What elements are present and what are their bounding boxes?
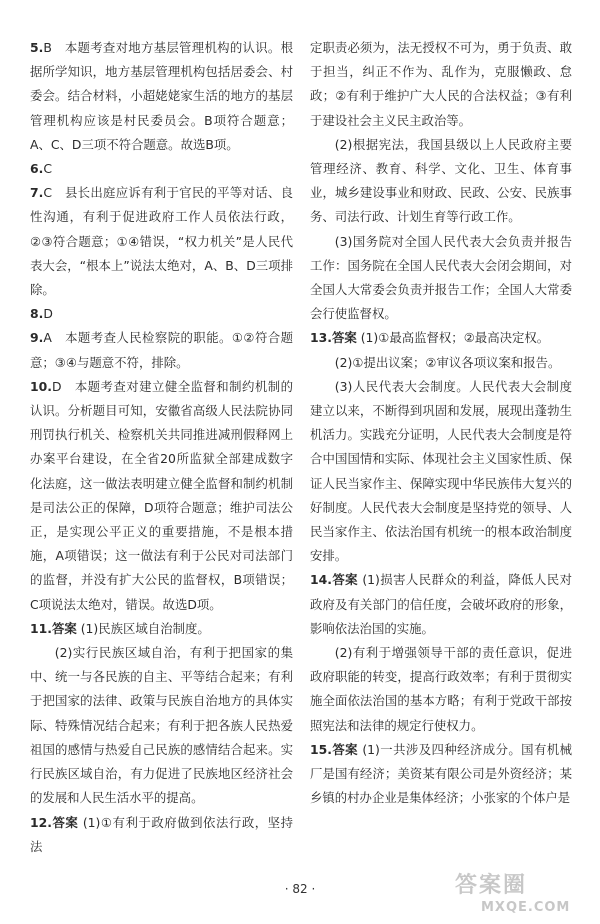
question-number: 5. — [30, 40, 44, 55]
question-number: 13. — [310, 330, 332, 346]
answer-text: (1)①有利于政府做到依法行政，坚持法 — [30, 814, 293, 854]
answer-paragraph — [310, 36, 572, 133]
answer-paragraph — [30, 811, 293, 859]
question-number: 10. — [30, 378, 52, 394]
answer-paragraph — [310, 230, 572, 327]
watermark-logo — [455, 868, 590, 920]
answer-text: C 县长出庭应诉有利于官民的平等对话、良性沟通，有利于促进政府工作人员依法行政，②③符合题意；①④错误，“权力机关”是人民代表大会，“根本上”说法太绝对，A、B、D三项排除。 — [30, 185, 293, 298]
answer-paragraph — [30, 617, 293, 641]
watermark-text-top: 答案圈 — [455, 873, 528, 898]
answer-paragraph — [310, 351, 572, 375]
answer-text: (2)有利于增强领导干部的责任意识，促进政府职能的转变，提高行政效率；有利于贯彻实施全面依法治国的基本方略；有利于党政干部按照宪法和法律的规定行使权力。 — [310, 645, 572, 733]
answer-paragraph — [310, 738, 572, 811]
answer-label: 答案 — [331, 741, 358, 757]
answer-paragraph — [310, 326, 572, 350]
question-number: 6. — [30, 161, 44, 177]
answer-paragraph — [310, 641, 572, 738]
answer-paragraph — [310, 568, 572, 641]
answer-label: 答案 — [51, 814, 79, 830]
answer-label: 答案 — [331, 330, 357, 346]
answer-text: (3)人民代表大会制度。人民代表大会制度建立以来，不断得到巩固和发展，展现出蓬勃生机活力。实践充分证明，人民代表大会制度是符合中国国情和实际、体现社会主义国家性质、保证人民当家作主、保障实现中华民族伟大复兴的好制度。人民代表大会制度是坚持党的领导、人民当家作主、依法治国有机统一的根本政治制度安排。 — [310, 378, 572, 564]
right-column — [310, 36, 572, 811]
question-number: 11. — [30, 620, 52, 636]
answer-text: (2)实行民族区域自治，有利于把国家的集中、统一与各民族的自主、平等结合起来；有利于把国家的法律、政策与民族自治地方的具体实际、特殊情况结合起来；有利于把各族人民热爱祖国的感情与热爱自己民族的感情结合起来。实行民族区域自治，有力促进了民族地区经济社会的发展和人民生活水平的提高。 — [30, 645, 293, 806]
answer-paragraph — [310, 133, 572, 230]
answer-text: D 本题考查对建立健全监督和制约机制的认识。分析题目可知，安徽省高级人民法院协同刑罚执行机关、检察机关共同推进减刑假释网上办案平台建设，在全省20所监狱全部建成数字化法庭，这一做法表明建立健全监督和制约机制是司法公正的保障，D项符合题意；维护司法公正，是实现公平正义的重要措施，不是根本措施，A项错误；这一做法有利于公民对司法部门的监督，并没有扩大公民的监督权，B项错误；C项说法太绝对，错误。故选D项。 — [30, 378, 293, 612]
question-number: 7. — [30, 185, 44, 201]
answer-paragraph — [30, 181, 293, 302]
question-number: 14. — [310, 572, 332, 588]
question-number: 9. — [30, 330, 44, 346]
answer-text: A 本题考查人民检察院的职能。①②符合题意；③④与题意不符，排除。 — [30, 330, 293, 370]
answer-text: B 本题考查对地方基层管理机构的认识。根据所学知识，地方基层管理机构包括居委会、村委会。结合材料，小超姥姥家生活的地方的基层管理机构应该是村民委员会。B项符合题意；A、C、D三项不符合题意。故选B项。 — [30, 40, 293, 152]
answer-paragraph — [30, 157, 293, 181]
page-number: · 82 · — [284, 882, 316, 896]
answer-paragraph — [30, 36, 293, 157]
answer-paragraph — [30, 302, 293, 326]
answer-label: 答案 — [51, 620, 77, 636]
left-column — [30, 36, 293, 859]
answer-paragraph — [30, 375, 293, 617]
answer-text: 定职责必须为，法无授权不可为，勇于负责、敢于担当，纠正不作为、乱作为，克服懒政、怠政；②有利于维护广大人民的合法权益；③有利于建设社会主义民主政治等。 — [310, 40, 572, 128]
answer-text: (1)民族区域自治制度。 — [80, 620, 210, 636]
question-number: 8. — [30, 306, 44, 322]
answer-text: (1)①最高监督权；②最高决定权。 — [360, 330, 550, 346]
answer-text: (3)国务院对全国人民代表大会负责并报告工作：国务院在全国人民代表大会闭会期间，对全国人大常委会负责并报告工作；全国人大常委会行使监督权。 — [310, 233, 572, 322]
watermark-text-bottom: MXQE.COM — [481, 900, 571, 915]
question-number: 12. — [30, 814, 52, 830]
question-number: 15. — [310, 741, 332, 757]
answer-text: (2)根据宪法，我国县级以上人民政府主要管理经济、教育、科学、文化、卫生、体育事业，城乡建设事业和财政、民政、公安、民族事务、司法行政、计划生育等行政工作。 — [310, 136, 572, 225]
answer-text: (1)损害人民群众的利益，降低人民对政府及有关部门的信任度，会破坏政府的形象，影响依法治国的实施。 — [310, 572, 572, 636]
answer-paragraph — [30, 326, 293, 374]
answer-text: (2)①提出议案；②审议各项议案和报告。 — [334, 354, 561, 370]
answer-text: (1)一共涉及四种经济成分。国有机械厂是国有经济；美资某有限公司是外资经济；某乡镇的村办企业是集体经济；小张家的个体户是 — [310, 741, 572, 806]
answer-text: C — [43, 161, 52, 177]
answer-paragraph — [310, 375, 572, 569]
answer-paragraph — [30, 641, 293, 810]
answer-text: D — [43, 306, 53, 322]
answer-label: 答案 — [331, 572, 358, 588]
